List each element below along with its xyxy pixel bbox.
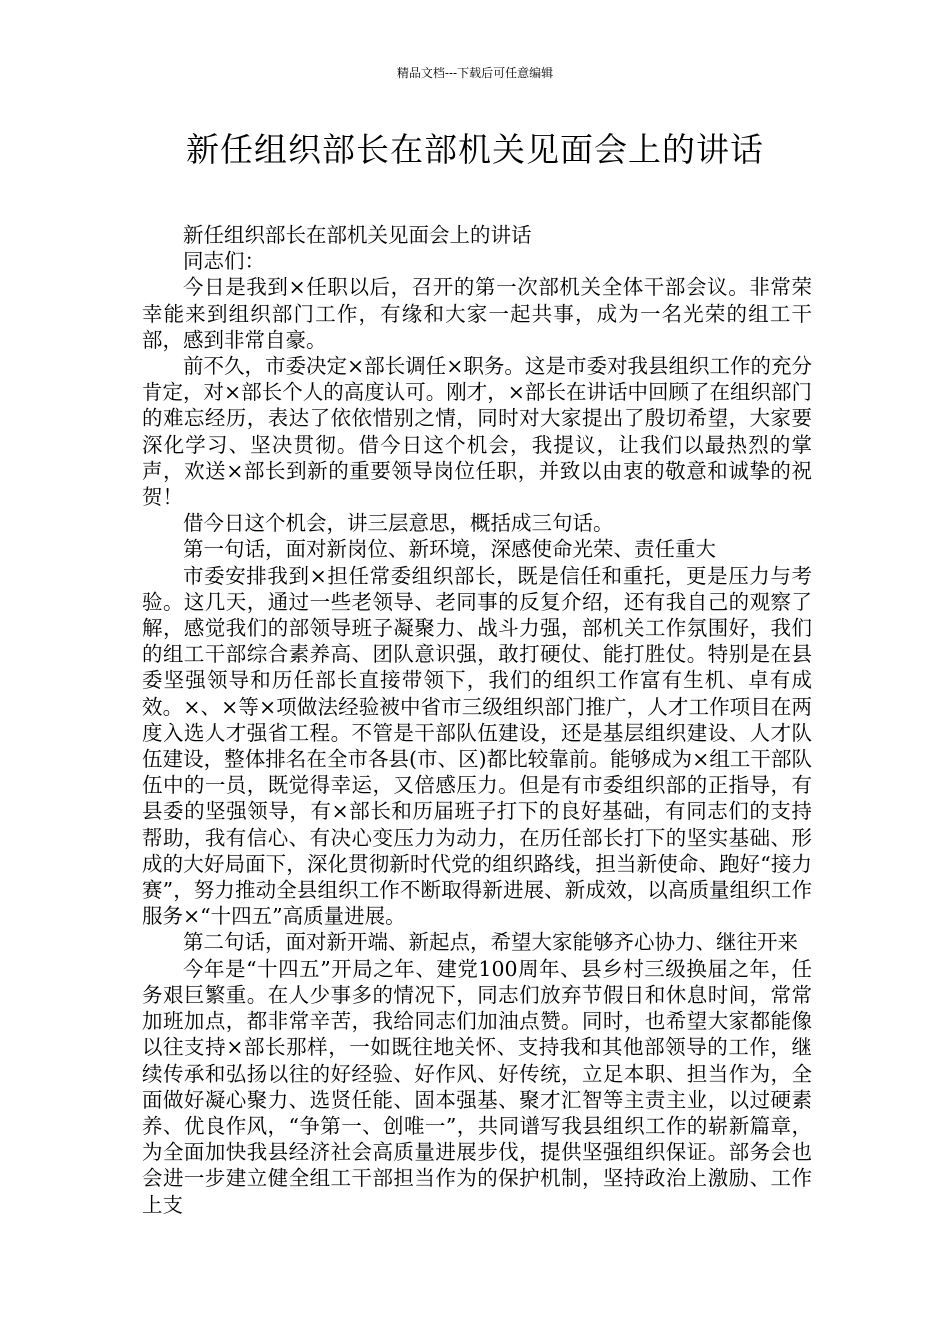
paragraph: 今年是“十四五”开局之年、建党100周年、县乡村三级换届之年，任务艰巨繁重。在人少事多的情况下，同志们放弃节假日和休息时间，常常加班加点，都非常辛苦，我给同志们加油点赞。同时，也希望大家都能像以往支持×部长那样，一如既往地关怀、支持我和其他部领导的工作，继续传承和弘扬以往的好经验、好作风、好传统，立足本职、担当作为，全面做好凝心聚力、选贤任能、固本强基、聚才汇智等主责主业，以过硬素养、优良作风，“争第一、创唯一”，共同谱写我县组织工作的崭新篇章，为全面加快我县经济社会高质量进展步伐，提供坚强组织保证。部务会也会进一步建立健全组工干部担当作为的保护机制，坚持政治上激励、工作上支 bbox=[142, 956, 812, 1217]
document-title: 新任组织部长在部机关见面会上的讲话 bbox=[186, 130, 764, 169]
paragraph-subtitle: 新任组织部长在部机关见面会上的讲话 bbox=[183, 223, 532, 247]
document-body bbox=[142, 222, 812, 1218]
section-heading-1: 第一句话，面对新岗位、新环境，深感使命光荣、责任重大 bbox=[183, 537, 716, 562]
header-note: 精品文档---下载后可任意编辑 bbox=[396, 66, 554, 80]
section-heading-2: 第二句话，面对新开端、新起点，希望大家能够齐心协力、继往开来 bbox=[183, 930, 798, 955]
paragraph: 前不久，市委决定×部长调任×职务。这是市委对我县组织工作的充分肯定，对×部长个人的高度认可。刚才，×部长在讲话中回顾了在组织部门的难忘经历，表达了依依惜别之情，同时对大家提出了殷切希望，大家要深化学习、坚决贯彻。借今日这个机会，我提议，让我们以最热烈的掌声，欢送×部长到新的重要领导岗位任职，并致以由衷的敬意和诚挚的祝贺！ bbox=[142, 354, 812, 510]
paragraph-salutation: 同志们： bbox=[183, 249, 265, 274]
paragraph: 借今日这个机会，讲三层意思，概括成三句话。 bbox=[183, 511, 614, 536]
paragraph: 今日是我到×任职以后，召开的第一次部机关全体干部会议。非常荣幸能来到组织部门工作，有缘和大家一起共事，成为一名光荣的组工干部，感到非常自豪。 bbox=[142, 275, 812, 352]
paragraph: 市委安排我到×担任常委组织部长，既是信任和重托，更是压力与考验。这几天，通过一些老领导、老同事的反复介绍，还有我自己的观察了解，感觉我们的部领导班子凝聚力、战斗力强，部机关工作氛围好，我们的组工干部综合素养高、团队意识强，敢打硬仗、能打胜仗。特别是在县委坚强领导和历任部长直接带领下，我们的组织工作富有生机、卓有成效。×、×等×项做法经验被中省市三级组织部门推广，人才工作项目在两度入选人才强省工程。不管是干部队伍建设，还是基层组织建设、人才队伍建设，整体排名在全市各县(市、区)都比较靠前。能够成为×组工干部队伍中的一员，既觉得幸运，又倍感压力。但是有市委组织部的正指导，有县委的坚强领导，有×部长和历届班子打下的良好基础，有同志们的支持帮助，我有信心、有决心变压力为动力，在历任部长打下的坚实基础、形成的大好局面下，深化贯彻新时代党的组织路线，担当新使命、跑好“接力赛”，努力推动全县组织工作不断取得新进展、新成效，以高质量组织工作服务×“十四五”高质量进展。 bbox=[142, 563, 812, 929]
